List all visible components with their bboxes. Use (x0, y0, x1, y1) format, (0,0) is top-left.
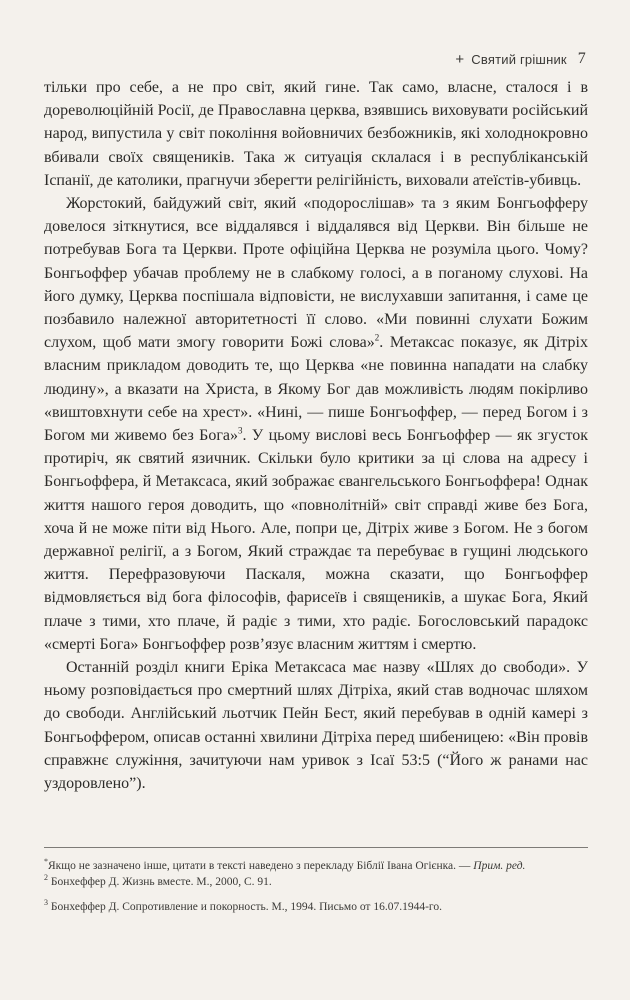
running-title: Святий грішник (471, 51, 567, 67)
footnote-1 (44, 858, 594, 874)
page-number: 7 (577, 50, 586, 67)
paragraph-2-part-3: . У цьому вислові весь Бонгьоффер — як згусток протиріч, як святий язичник. Скільки було критики за ці слова на адресу і Бонгьоффера, й Метаксаса, який зображає євангельського Бонгьоффера! Однак життя нашого героя доводить, що «повнолітній» світ справді живе без Бога, хоча й не може піти від Нього. Але, попри це, Дітріх живе з Богом. Не з богом державної релігії, а з Богом, Який страждає та перебуває в гущині людського життя. Перефразовуючи Паскаля, можна сказати, що Бонгьоффер відмовляється від бога філософів, фарисеїв і священиків, а шукає Бога, Який плаче з тими, хто плаче, й радіє з тими, хто радіє. Богословський парадокс «смерті Бога» Бонгьоффер розв’язує власним життям і смертю. (44, 427, 589, 653)
footnote-ref-3: 3 (238, 425, 243, 436)
footnote-1-editor-note: Прим. ред. (473, 860, 526, 872)
footnote-2-marker: 2 (44, 873, 48, 883)
footnotes (44, 858, 594, 915)
paragraph-2-part-2: . Метаксас показує, як Дітріх власним прикладом доводить те, що Церква «не повинна нападати на слабку людину», а вказати на Христа, в Якому Бог дав можливість людям покірливо «виштовхнути себе на хрест». «Нині, — пише Бонгьоффер, — перед Богом і з Богом ми живемо без Бога» (44, 334, 588, 445)
footnote-1-marker: * (44, 857, 48, 867)
running-header (455, 50, 586, 68)
footnote-1-text: Якщо не зазначено інше, цитати в тексті наведено з перекладу Біблії Івана Огієнка. — (48, 860, 474, 872)
footnote-3 (44, 899, 594, 915)
footnote-3-text: Бонхеффер Д. Сопротивление и покорность. М., 1994. Письмо от 16.07.1944-го. (50, 901, 442, 913)
cross-icon: + (455, 50, 465, 68)
paragraph-2-part-1: Жорстокий, байдужий світ, який «подорослішав» та з яким Бонгьофферу довелося зіткнутися, все віддалявся і віддалявся від Церкви. Він більше не потребував Бога та Церкви. Проте офіційна Церква не розуміла цього. Чому? Бонгьоффер убачав проблему не в слабкому голосі, а в поганому слухові. На його думку, Церква поспішала відповісти, не вислухавши запитання, і саме це позбавило належної авторитетності її слово. «Ми повинні слухати Божим слухом, щоб мати змогу говорити Божі слова» (44, 195, 588, 352)
footnote-divider (44, 847, 588, 848)
footnote-2 (44, 874, 594, 890)
footnote-3-marker: 3 (44, 898, 48, 908)
footnote-2-text: Бонхеффер Д. Жизнь вместе. М., 2000, С. 91. (50, 876, 272, 888)
paragraph-3: Останній розділ книги Еріка Метаксаса має назву «Шлях до свободи». У ньому розповідається про смертний шлях Дітріха, який став водночас шляхом до свободи. Англійський льотчик Пейн Бест, який перебував в одній камері з Бонгьоффером, описав останні хвилини Дітріха перед шибеницею: «Він провів справжнє служіння, зачитуючи нам уривок з Ісаї 53:5 (“Його ж ранами нас уздоровлено”). (44, 659, 588, 793)
paragraph-1: тільки про себе, а не про світ, який гине. Так само, власне, сталося і в дореволюційній Росії, де Православна церква, взявшись виховувати російський народ, випустила у світ покоління войовничих безбожників, які холоднокровно вбивали своїх священиків. Така ж ситуація склалася і в республіканській Іспанії, де католики, прагнучи зберегти релігійність, виховали атеїстів-убивць. (44, 79, 588, 189)
footnote-ref-2: 2 (374, 332, 380, 343)
main-text (44, 76, 588, 795)
paragraph-2 (44, 192, 588, 656)
